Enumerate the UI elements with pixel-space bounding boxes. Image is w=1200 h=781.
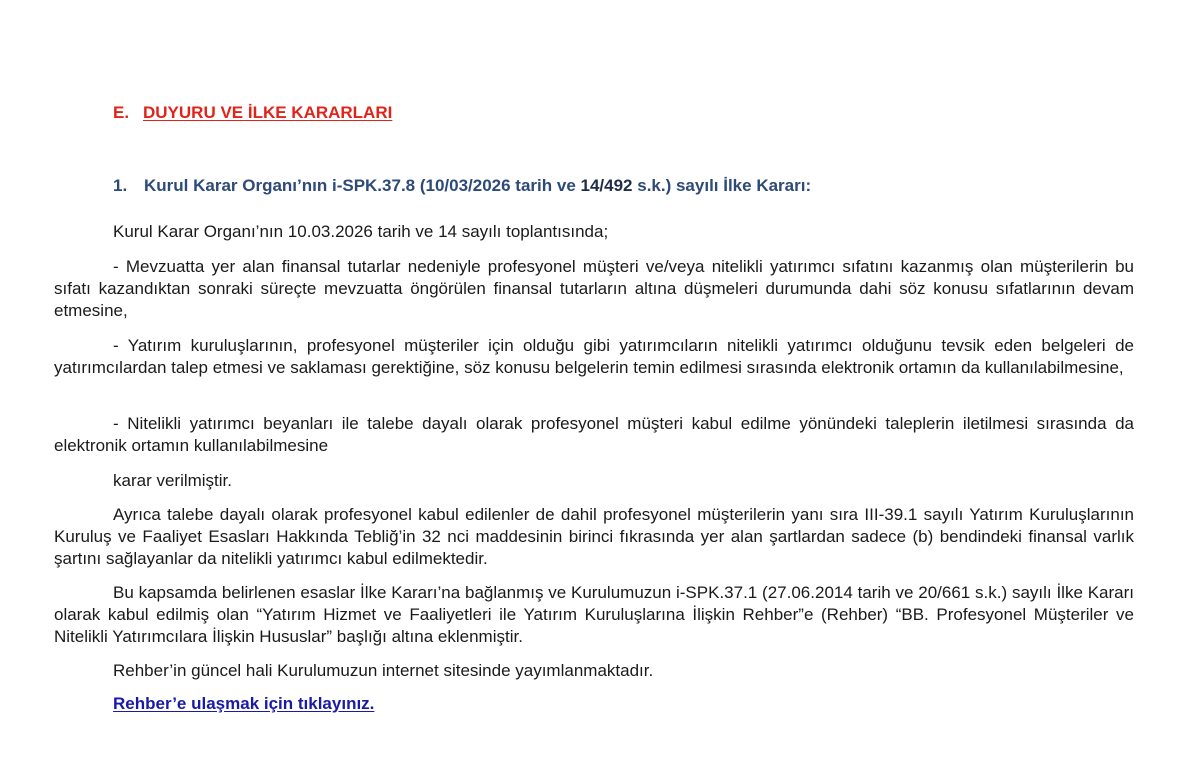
item-title-part1: Kurul Karar Organı’nın i-SPK.37.8 (10/03/2026 tarih ve bbox=[144, 176, 581, 195]
item-heading bbox=[113, 176, 811, 196]
bullet-paragraph-2: - Yatırım kuruluşlarının, profesyonel müşteriler için olduğu gibi yatırımcıların nitelikli yatırımcı olduğunu tevsik eden belgeleri de yatırımcılardan talep etmesi ve saklaması gerektiğine, söz konusu belgelerin temin edilmesi sırasında elektronik ortamın da kullanılabilmesine, bbox=[54, 336, 1134, 377]
additional-paragraph: Ayrıca talebe dayalı olarak profesyonel kabul edilenler de dahil profesyonel müşterilerin yanı sıra III-39.1 sayılı Yatırım Kuruluşlarının Kuruluş ve Faaliyet Esasları Hakkında Tebliğ’in 32 nci maddesinin birinci fıkrasında yer alan şartlardan sadece (b) bendindeki finansal varlık şartını sağlayanlar da nitelikli yatırımcı kabul edilmektedir. bbox=[54, 505, 1134, 568]
scope-paragraph: Bu kapsamda belirlenen esaslar İlke Kararı’na bağlanmış ve Kurulumuzun i-SPK.37.1 (27.06.2014 tarih ve 20/661 s.k.) sayılı İlke Kararı olarak kabul edilmiş olan “Yatırım Hizmet ve Faaliyetleri ile Yatırım Kuruluşlarına İlişkin Rehber”e (Rehber) “BB. Profesyonel Müşteriler ve Nitelikli Yatırımcılara İlişkin Hususlar” başlığı altına eklenmiştir. bbox=[54, 583, 1134, 646]
guide-status-paragraph: Rehber’in güncel hali Kurulumuzun internet sitesinde yayımlanmaktadır. bbox=[113, 661, 654, 680]
guide-link[interactable]: Rehber’e ulaşmak için tıklayınız. bbox=[113, 694, 375, 713]
item-title-decision-number: 14/492 bbox=[580, 176, 633, 195]
section-title: DUYURU VE İLKE KARARLARI bbox=[143, 103, 393, 122]
bullet-paragraph-1: - Mevzuatta yer alan finansal tutarlar nedeniyle profesyonel müşteri ve/veya nitelikli yatırımcı sıfatını kazanmış olan müşterilerin bu sıfatı kazandıktan sonraki süreçte mevzuatta öngörülen finansal tutarların altına düşmeleri durumunda dahi söz konusu sıfatlarının devam etmesine, bbox=[54, 257, 1134, 320]
section-number: E. bbox=[113, 103, 130, 122]
bullet-paragraph-3: - Nitelikli yatırımcı beyanları ile talebe dayalı olarak profesyonel müşteri kabul edilme yönündeki taleplerin iletilmesi sırasında da elektronik ortamın kullanılabilmesine bbox=[54, 414, 1134, 455]
decision-statement: karar verilmiştir. bbox=[113, 471, 233, 490]
intro-paragraph: Kurul Karar Organı’nın 10.03.2026 tarih ve 14 sayılı toplantısında; bbox=[113, 222, 609, 241]
item-number: 1. bbox=[113, 176, 128, 195]
item-title-part3: s.k.) sayılı İlke Kararı: bbox=[632, 176, 812, 195]
section-heading bbox=[113, 103, 392, 123]
